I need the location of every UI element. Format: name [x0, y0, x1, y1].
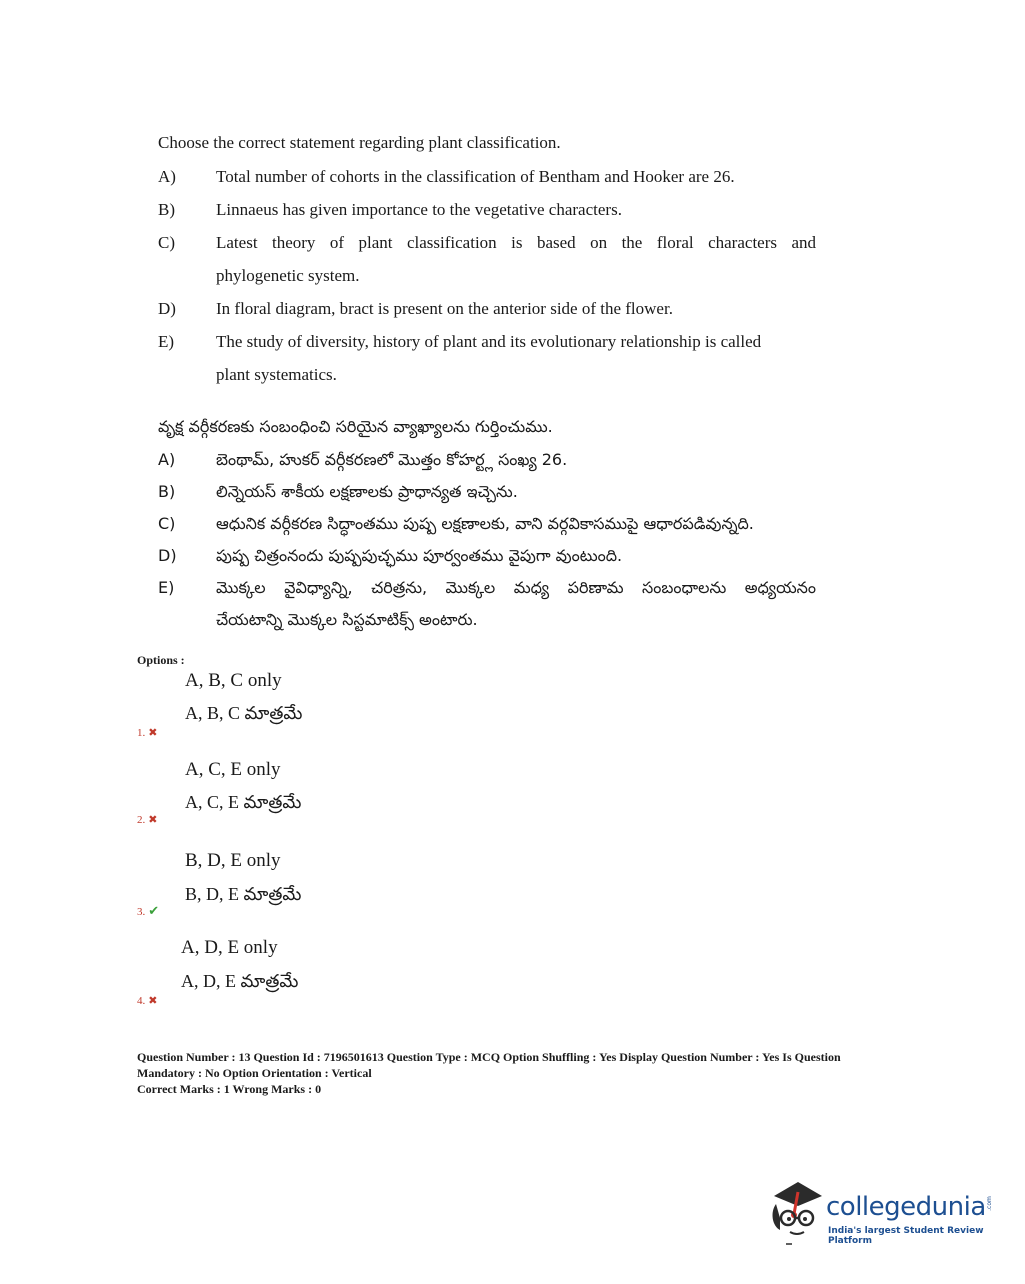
option-text-telugu: A, B, C మాత్రమే [185, 703, 303, 723]
options-label: Options : [137, 653, 185, 667]
wrong-mark-icon: ✖ [148, 727, 158, 739]
logo-wordmark: collegedunia [826, 1192, 986, 1222]
statement-text: Latest theory of plant classification is based on the floral characters and [216, 233, 816, 252]
statement-d [158, 292, 838, 325]
question-title-telugu: వృక్ష వర్గీకరణకు సంబంధించి సరియైన వ్యాఖ్యాలను గుర్తించుము. [158, 417, 553, 436]
option-number: 4. ✖ [137, 995, 158, 1007]
statement-label: A) [158, 450, 176, 469]
logo-domain-suffix: .com [985, 1196, 993, 1211]
statement-text: The study of diversity, history of plant and its evolutionary relationship is called [216, 332, 762, 351]
logo-tagline: India's largest Student Review Platform [828, 1226, 984, 1246]
statement-label: E) [158, 332, 175, 351]
statement-b [158, 193, 838, 226]
statement-text: ఆధునిక వర్గీకరణ సిద్ధాంతము పుష్ప లక్షణాలకు, వాని వర్గవికాసముపై ఆధారపడివున్నది. [216, 514, 754, 533]
checkmark-icon: ✔ [148, 903, 160, 918]
option-text-english: A, D, E only [181, 937, 278, 958]
statement-label: C) [158, 233, 175, 252]
statement-label: D) [158, 546, 177, 565]
statement-text: phylogenetic system. [216, 266, 360, 285]
statement-text: బెంథామ్, హుకర్ వర్గీకరణలో మొత్తం కోహర్ట్ల సంఖ్య 26. [216, 450, 568, 469]
option-text-telugu: A, D, E మాత్రమే [181, 971, 299, 991]
statement-text: Total number of cohorts in the classification of Bentham and Hooker are 26. [216, 167, 735, 186]
statement-b-telugu [158, 476, 838, 508]
metadata-line-1: Question Number : 13 Question Id : 7196501613 Question Type : MCQ Option Shuffling : Yes Display Question Number : Yes Is Question [137, 1050, 841, 1064]
option-text-english: A, B, C only [185, 670, 282, 691]
statement-text: లిన్నెయస్ శాకీయ లక్షణాలకు ప్రాధాన్యత ఇచ్చెను. [216, 482, 518, 501]
statement-e-telugu [158, 572, 838, 604]
statement-a-telugu [158, 444, 838, 476]
statement-c-continued [158, 259, 838, 292]
statement-c [158, 226, 838, 259]
statement-text: చేయటాన్ని మొక్కల సిస్టమాటిక్స్ అంటారు. [216, 610, 478, 629]
statement-label: D) [158, 299, 176, 318]
statement-c-telugu [158, 508, 838, 540]
statement-e-continued [158, 358, 838, 391]
option-number: 3. ✔ [137, 903, 160, 918]
metadata-line-3: Correct Marks : 1 Wrong Marks : 0 [137, 1082, 322, 1096]
option-text-english: B, D, E only [185, 850, 281, 871]
question-metadata [137, 1049, 917, 1097]
statement-e [158, 325, 838, 358]
option-text-english: A, C, E only [185, 759, 281, 780]
option-text-telugu: A, C, E మాత్రమే [185, 792, 302, 812]
question-title: Choose the correct statement regarding plant classification. [158, 133, 561, 152]
statement-a [158, 160, 838, 193]
statement-text: Linnaeus has given importance to the vegetative characters. [216, 200, 622, 219]
option-text-telugu: B, D, E మాత్రమే [185, 884, 302, 904]
statement-text: In floral diagram, bract is present on the anterior side of the flower. [216, 299, 673, 318]
option-number: 1. ✖ [137, 727, 158, 739]
statement-text: మొక్కల వైవిధ్యాన్ని, చరిత్రను, మొక్కల మధ్య పరిణామ సంబంధాలను అధ్యయనం [216, 578, 816, 597]
question-english [158, 130, 838, 391]
statement-text: plant systematics. [216, 365, 337, 384]
statement-label: E) [158, 578, 175, 597]
statement-e-telugu-continued [158, 604, 838, 636]
statement-label: A) [158, 167, 176, 186]
option-number: 2. ✖ [137, 814, 158, 826]
question-telugu [158, 412, 838, 636]
metadata-line-2: Mandatory : No Option Orientation : Vertical [137, 1066, 372, 1080]
wrong-mark-icon: ✖ [148, 814, 158, 826]
mascot-icon [768, 1178, 826, 1248]
statement-d-telugu [158, 540, 838, 572]
statement-label: C) [158, 514, 176, 533]
statement-text: పుష్ప చిత్రంనందు పుష్పపుచ్ఛము పూర్వంతము వైపుగా వుంటుంది. [216, 546, 623, 565]
statement-label: B) [158, 200, 175, 219]
wrong-mark-icon: ✖ [148, 995, 158, 1007]
collegedunia-logo [768, 1178, 998, 1248]
statement-label: B) [158, 482, 176, 501]
